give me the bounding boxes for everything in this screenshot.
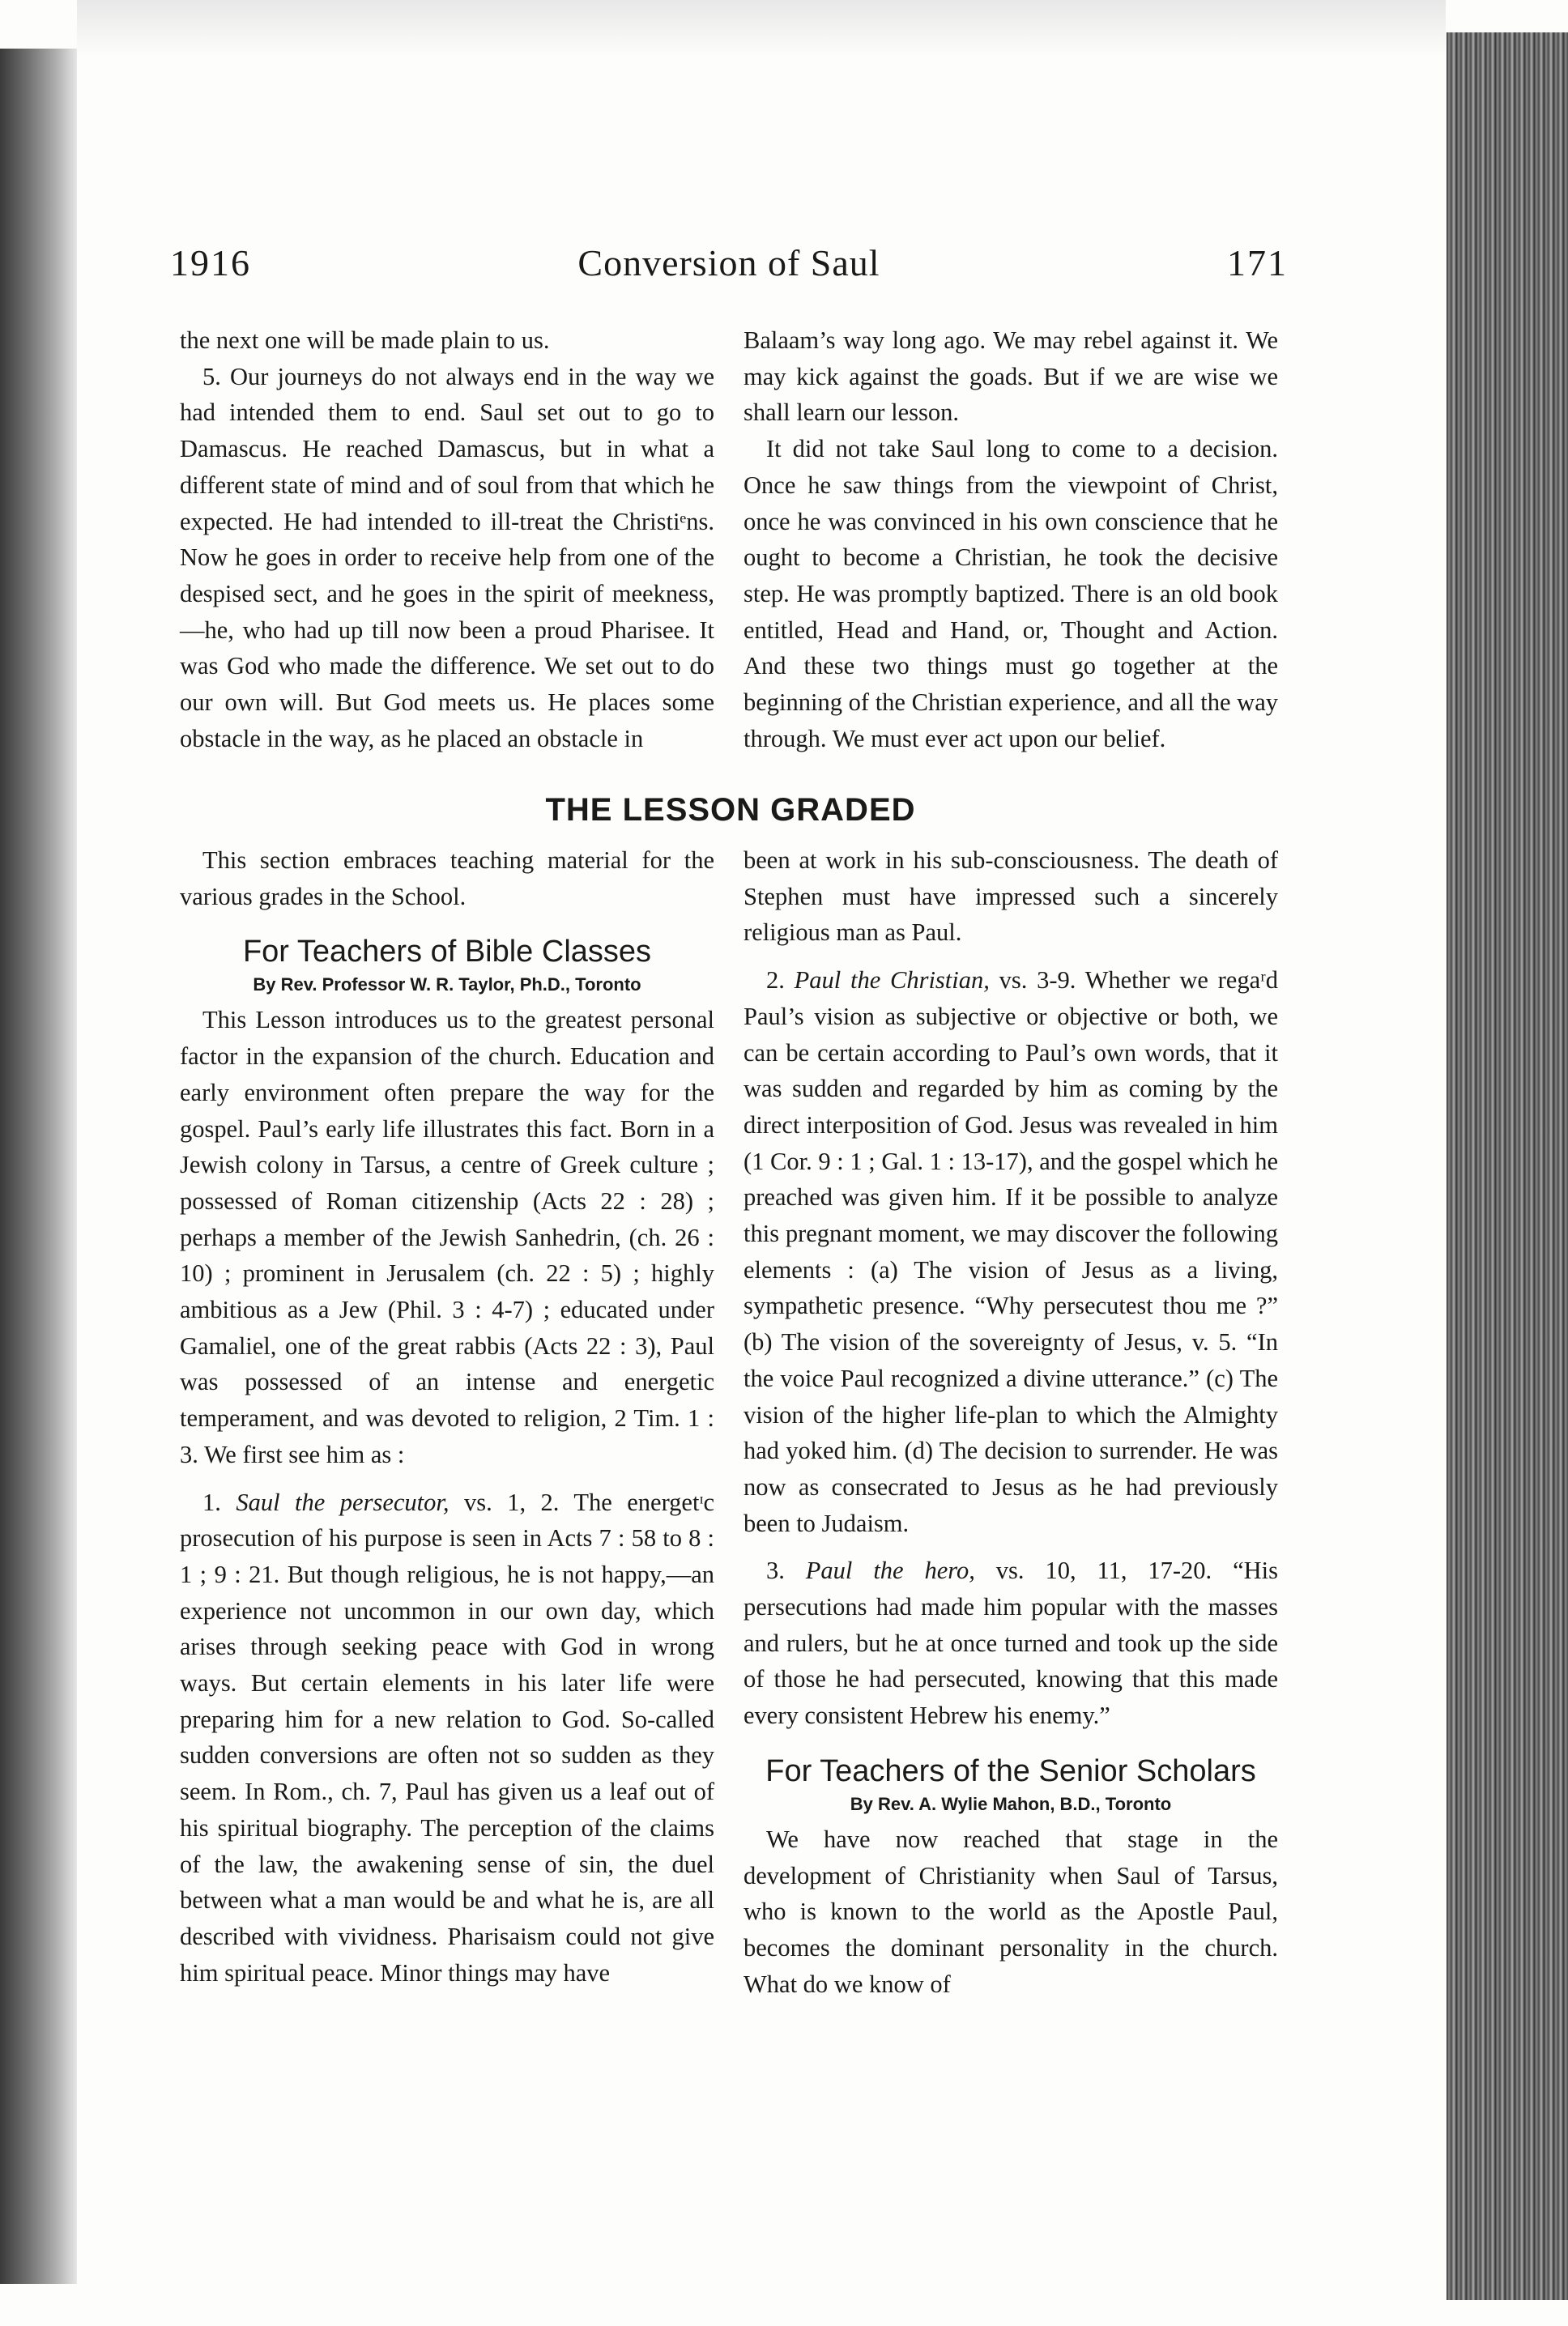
subsection-heading: For Teachers of the Senior Scholars [765, 1753, 1256, 1788]
paragraph: It did not take Saul long to come to a decision. Once he saw things from the viewpoint of Christ, once he was convinced in his own conscience that he ought to become a Christian, he took the decisive step. He was promptly baptized. There is an old book entitled, Head and Hand, or, Thought and Action. And these two things must go together at the beginning of the Christian experience, and all the way through. We must ever act upon our belief. [744, 435, 1278, 752]
running-title: Conversion of Saul [577, 242, 880, 283]
paragraph: been at work in his sub-consciousness. The death of Stephen must have impressed such a sincerely religious man as Paul. [744, 846, 1278, 947]
paragraph [180, 1485, 714, 1992]
author-byline: By Rev. Professor W. R. Taylor, Ph.D., Toronto [253, 974, 641, 995]
item-text: vs. 10, 11, 17-20. “His persecutions had made him popular with the masses and rulers, but he at once turned and took up the side of those he had persecuted, knowing that this made every consistent Hebrew his enemy.” [744, 1557, 1279, 1730]
header-year: 1916 [170, 242, 251, 283]
section-intro: This section embraces teaching material for the various grades in the School. [180, 846, 714, 910]
item-title: Paul the hero, [805, 1557, 975, 1585]
paragraph: Balaam’s way long ago. We may rebel against it. We may kick against the goads. But if we are wise we shall learn our lesson. [744, 326, 1278, 427]
subsection-heading: For Teachers of Bible Classes [242, 935, 652, 969]
item-number: 1. [202, 1488, 236, 1516]
running-header [170, 241, 1288, 298]
paragraph: We have now reached that stage in the development of Christianity when Saul of Tarsus, who is known to the world as the Apostle Paul, becomes the dominant personality in the church. What do we know of [744, 1825, 1278, 1998]
paragraph: This Lesson introduces us to the greatest personal factor in the expansion of the church. Education and early environment often prepare the way for the gospel. Paul’s early life illustrates this fact. Born in a Jewish colony in Tarsus, a centre of Greek culture ; possessed of Roman citizenship (Acts 22 : 28) ; perhaps a member of the Jewish Sanhedrin, (ch. 26 : 10) ; prominent in Jerusalem (ch. 22 : 5) ; highly ambitious as a Jew (Phil. 3 : 4-7) ; educated under Gamaliel, one of the great rabbis (Acts 22 : 3), Paul was possessed of an intense and energetic temperament, and was devoted to religion, 2 Tim. 1 : 3. We first see him as : [180, 1006, 714, 1468]
section-title: THE LESSON GRADED [545, 792, 916, 828]
top-right-column [744, 322, 1278, 756]
bottom-left-column [180, 842, 714, 1991]
book-binding-shadow [0, 49, 77, 2284]
page-edges [1447, 32, 1568, 2300]
paragraph: the next one will be made plain to us. [180, 326, 550, 354]
item-title: Saul the persecutor, [236, 1488, 450, 1516]
item-number: 3. [766, 1557, 806, 1585]
item-text: vs. 1, 2. The energetᶦc prosecution of his purpose is seen in Acts 7 : 58 to 8 : 1 ; 9 : 21. But though religious, he is not happy,—an experience not uncommon in our own day, which arises through seeking peace with God in wrong ways. But certain elements in his later life were preparing him for a new relation to God. So-called sudden conversions are often not so sudden as they seem. In Rom., ch. 7, Paul has given us a leaf out of his spiritual biography. The perception of the claims of the law, the awakening sense of sin, the duel between what a man would be and what he is, are all described with vividness. Pharisaism could not give him spiritual peace. Minor things may have [180, 1488, 715, 1987]
item-number: 2. [766, 966, 795, 995]
item-text: vs. 3-9. Whether we regaʳd Paul’s vision as subjective or objective or both, we can be certain according to Paul’s own words, that it was sudden and regarded by him as coming by the direct interposition of God. Jesus was revealed in him (1 Cor. 9 : 1 ; Gal. 1 : 13-17), and the gospel which he preached was given him. If it be possible to analyze this pregnant moment, we may discover the following elements : (a) The vision of Jesus as a living, sympathetic presence. “Why persecutest thou me ?” (b) The vision of the sovereignty of Jesus, v. 5. “In the voice Paul recognized a divine utterance.” (c) The vision of the higher life-plan to which the Almighty had yoked him. (d) The decision to surrender. He was now as consecrated to Jesus as he had previously been to Judaism. [744, 966, 1279, 1537]
top-left-column [180, 322, 714, 756]
page-number: 171 [1227, 242, 1288, 283]
author-byline: By Rev. A. Wylie Mahon, B.D., Toronto [850, 1793, 1172, 1814]
paragraph [744, 962, 1278, 1541]
paragraph: 5. Our journeys do not always end in the way we had intended them to end. Saul set out to go to Damascus. He reached Damascus, but in what a different state of mind and of soul from that which he expected. He had intended to ill-treat the Christiᵉns. Now he goes in order to receive help from one of the despised sect, and he goes in the spirit of meekness,—he, who had up till now been a proud Pharisee. It was God who made the difference. We set out to do our own will. But God meets us. He places some obstacle in the way, as he placed an obstacle in [180, 362, 714, 752]
paragraph [744, 1553, 1278, 1734]
item-title: Paul the Christian, [794, 966, 990, 995]
bottom-right-column [744, 842, 1278, 2002]
page-top-shadow [77, 0, 1446, 57]
